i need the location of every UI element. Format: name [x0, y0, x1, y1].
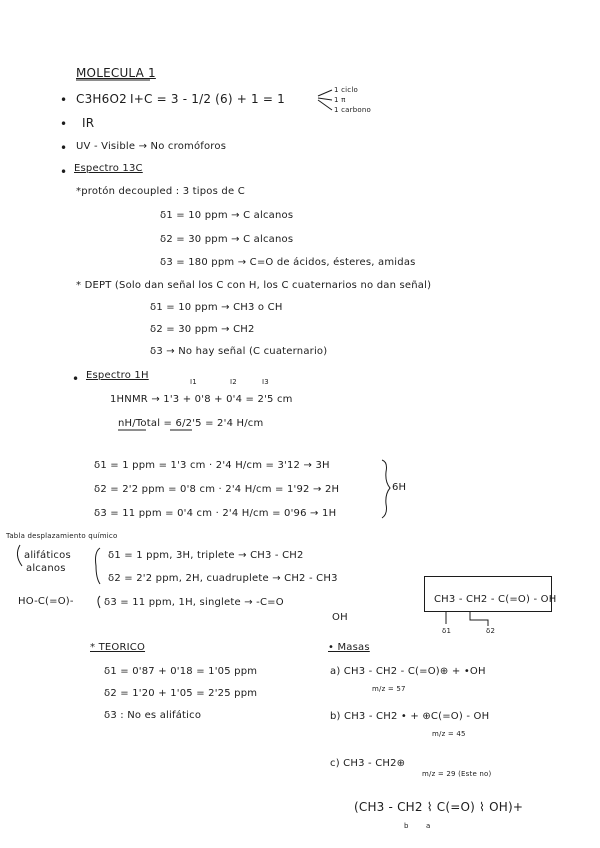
teorico-line: δ1 = 0'87 + 0'18 = 1'05 ppm: [104, 666, 258, 677]
fragment-c: c) CH3 - CH2⊕: [330, 758, 406, 769]
cleavage-label: b: [404, 822, 409, 830]
page-title: MOLECULA 1: [76, 66, 156, 80]
uv-heading: UV - Visible → No cromóforos: [76, 141, 227, 152]
table-side-note: alcanos: [26, 563, 66, 574]
bullet: •: [60, 93, 68, 107]
cleavage-label: a: [426, 822, 431, 830]
dept-shift: δ2 = 30 ppm → CH2: [150, 324, 255, 335]
teorico-line: δ3 : No es alifático: [104, 710, 202, 721]
unsaturation-calc: I+C = 3 - 1/2 (6) + 1 = 1: [130, 92, 286, 106]
integration-mark: I2: [230, 378, 237, 386]
teorico-heading: * TEORICO: [90, 642, 146, 653]
unsaturation-option: 1 ciclo: [334, 86, 358, 94]
shift-table-row: OH: [332, 612, 348, 623]
table-side-note: alifáticos: [24, 550, 71, 561]
dept-shift: δ3 → No hay señal (C cuaternario): [150, 346, 328, 357]
fragment-a-mz: m/z = 57: [372, 685, 406, 693]
bullet: •: [72, 372, 80, 386]
c13-shift: δ3 = 180 ppm → C=O de ácidos, ésteres, amidas: [160, 257, 416, 268]
structure-formula: CH3 - CH2 - C(=O) - OH: [434, 594, 557, 605]
unsaturation-option: 1 carbono: [334, 106, 371, 114]
bullet: •: [60, 117, 68, 131]
fragment-b: b) CH3 - CH2 • + ⊕C(=O) - OH: [330, 711, 490, 722]
c13-shift: δ1 = 10 ppm → C alcanos: [160, 210, 294, 221]
unsaturation-option: 1 π: [334, 96, 346, 104]
dept-shift: δ1 = 10 ppm → CH3 o CH: [150, 302, 283, 313]
formula: C3H6O2: [76, 92, 127, 106]
bullet: •: [60, 165, 68, 179]
fragment-a: a) CH3 - CH2 - C(=O)⊕ + •OH: [330, 666, 486, 677]
hnmr-sum: 1HNMR → 1'3 + 0'8 + 0'4 = 2'5 cm: [110, 394, 293, 405]
integration-mark: I3: [262, 378, 269, 386]
shift-table-row: δ3 = 11 ppm, 1H, singlete → -C=O: [104, 597, 284, 608]
shift-table-row: δ1 = 1 ppm, 3H, triplete → CH3 - CH2: [108, 550, 304, 561]
fragment-b-mz: m/z = 45: [432, 730, 466, 738]
h-per-cm-ratio: nH/Total = 6/2'5 = 2'4 H/cm: [118, 418, 264, 429]
fragment-c-mz: m/z = 29 (Este no): [422, 770, 492, 778]
h1-calc-row: δ1 = 1 ppm = 1'3 cm · 2'4 H/cm = 3'12 → 3H: [94, 460, 330, 471]
h1-calc-row: δ3 = 11 ppm = 0'4 cm · 2'4 H/cm = 0'96 → 1H: [94, 508, 337, 519]
h1-calc-row: δ2 = 2'2 ppm = 0'8 cm · 2'4 H/cm = 1'92 → 2H: [94, 484, 340, 495]
structure-label: δ2: [486, 627, 496, 635]
masas-heading: • Masas: [328, 642, 370, 653]
ir-heading: IR: [82, 116, 95, 130]
integration-mark: I1: [190, 378, 197, 386]
teorico-line: δ2 = 1'20 + 1'05 = 2'25 ppm: [104, 688, 258, 699]
h1-heading: Espectro 1H: [86, 370, 149, 381]
h1-total: 6H: [392, 482, 407, 493]
c13-heading: Espectro 13C: [74, 163, 143, 174]
molecular-ion: (CH3 - CH2 ⌇ C(=O) ⌇ OH)+: [354, 800, 524, 814]
c13-decoupled: *protón decoupled : 3 tipos de C: [76, 186, 245, 197]
bullet: •: [60, 141, 68, 155]
table-side-note: HO-C(=O)-: [18, 596, 74, 607]
c13-shift: δ2 = 30 ppm → C alcanos: [160, 234, 294, 245]
dept-heading: * DEPT (Solo dan señal los C con H, los C cuaternarios no dan señal): [76, 280, 432, 291]
shift-table-row: δ2 = 2'2 ppm, 2H, cuadruplete → CH2 - CH3: [108, 573, 338, 584]
structure-label: δ1: [442, 627, 452, 635]
table-side-note: Tabla desplazamiento químico: [6, 532, 118, 540]
